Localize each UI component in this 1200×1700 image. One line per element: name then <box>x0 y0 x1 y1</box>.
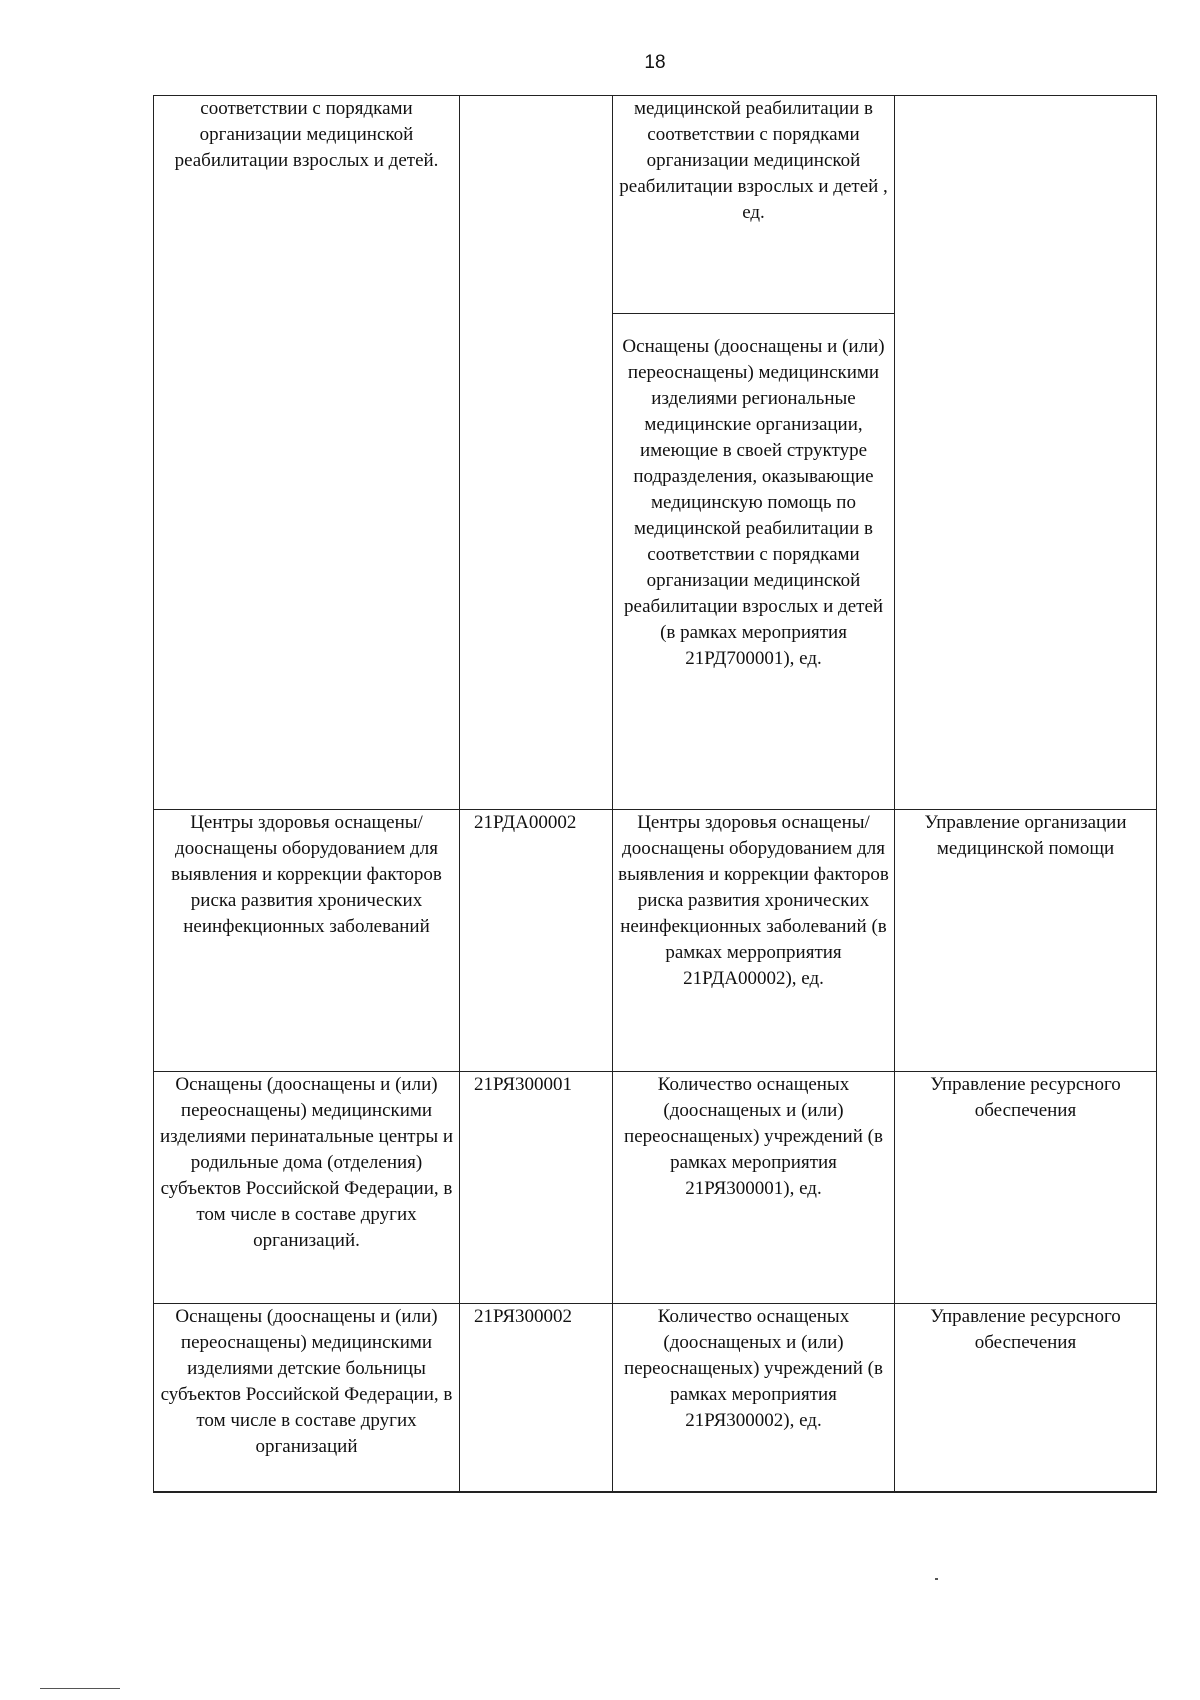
table-row <box>154 96 1157 314</box>
code-cell: 21РЯ300002 <box>460 1304 613 1492</box>
scan-artifact-dot <box>935 1578 938 1580</box>
result-cell: соответствии с порядками организации медицинской реабилитации взрослых и детей. <box>154 96 460 810</box>
result-cell: Центры здоровья оснащены/дооснащены оборудованием для выявления и коррекции факторов риска развития хронических неинфекционных заболеваний <box>154 810 460 1072</box>
page-number: 18 <box>644 52 666 73</box>
result-cell: Оснащены (дооснащены и (или) переоснащены) медицинскими изделиями детские больницы субъектов Российской Федерации, в том числе в составе других организаций <box>154 1304 460 1492</box>
responsible-cell <box>895 96 1157 810</box>
measures-table <box>153 95 1157 1493</box>
indicator-cell: Оснащены (дооснащены и (или) переоснащены) медицинскими изделиями региональные медицинские организации, имеющие в своей структуре подразделения, оказывающие медицинскую помощь по медицинской реабилитации в соответствии с порядками организации медицинской реабилитации взрослых и детей (в рамках мероприятия 21РД700001), ед. <box>613 314 895 810</box>
code-cell <box>460 96 613 810</box>
responsible-cell: Управление организации медицинской помощи <box>895 810 1157 1072</box>
indicator-cell: Центры здоровья оснащены/дооснащены оборудованием для выявления и коррекции факторов риска развития хронических неинфекционных заболеваний (в рамках мерроприятия 21РДА00002), ед. <box>613 810 895 1072</box>
table-row <box>154 1304 1157 1492</box>
result-cell: Оснащены (дооснащены и (или) переоснащены) медицинскими изделиями перинатальные центры и родильные дома (отделения) субъектов Российской Федерации, в том числе в составе других организаций. <box>154 1072 460 1304</box>
table-row <box>154 1072 1157 1304</box>
scan-artifact-line <box>40 1688 120 1689</box>
code-cell: 21РЯ300001 <box>460 1072 613 1304</box>
responsible-cell: Управление ресурсного обеспечения <box>895 1072 1157 1304</box>
indicator-cell: медицинской реабилитации в соответствии с порядками организации медицинской реабилитации взрослых и детей , ед. <box>613 96 895 314</box>
indicator-cell: Количество оснащеных (дооснащеных и (или) переоснащеных) учреждений (в рамках мероприятия 21РЯ300001), ед. <box>613 1072 895 1304</box>
code-cell: 21РДА00002 <box>460 810 613 1072</box>
indicator-cell: Количество оснащеных (дооснащеных и (или) переоснащеных) учреждений (в рамках мероприятия 21РЯ300002), ед. <box>613 1304 895 1492</box>
table-row <box>154 810 1157 1072</box>
responsible-cell: Управление ресурсного обеспечения <box>895 1304 1157 1492</box>
